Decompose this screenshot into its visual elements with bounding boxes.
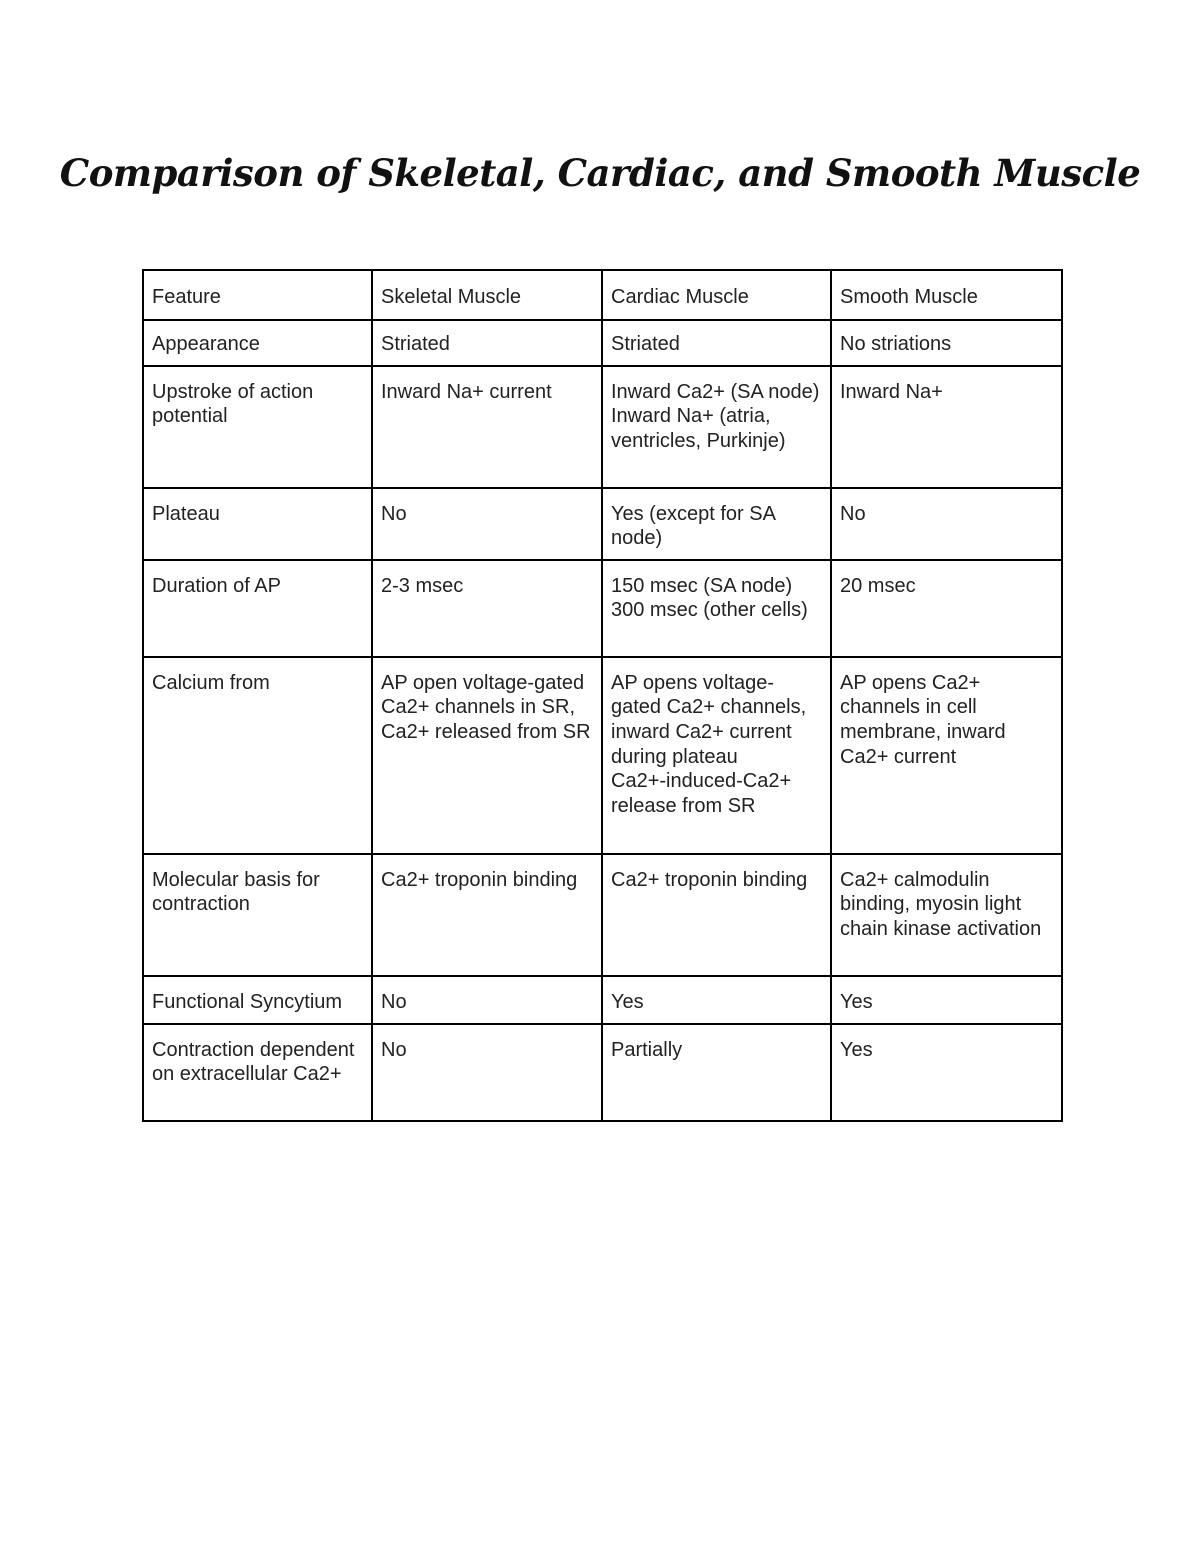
table-row (143, 1024, 1062, 1121)
table-cell: Striated (602, 320, 831, 366)
table-cell: Partially (602, 1024, 831, 1121)
table-cell: Ca2+ troponin binding (602, 854, 831, 976)
table-cell: Contraction dependent on extracellular Ca2+ (143, 1024, 372, 1121)
table-cell: No (372, 1024, 602, 1121)
table-cell: No (372, 488, 602, 560)
table-cell: Yes (602, 976, 831, 1024)
table-row (143, 560, 1062, 657)
table-cell: AP opens voltage-gated Ca2+ channels, inward Ca2+ current during plateau Ca2+-induced-Ca2+ release from SR (602, 657, 831, 854)
table-cell: 20 msec (831, 560, 1062, 657)
table-header-row (143, 270, 1062, 320)
table-cell: No (831, 488, 1062, 560)
table-cell: No (372, 976, 602, 1024)
table-cell: Yes (except for SA node) (602, 488, 831, 560)
table-cell: No striations (831, 320, 1062, 366)
table-cell: Ca2+ calmodulin binding, myosin light chain kinase activation (831, 854, 1062, 976)
table-cell: Appearance (143, 320, 372, 366)
header-cell: Feature (143, 270, 372, 320)
table-cell: 150 msec (SA node) 300 msec (other cells) (602, 560, 831, 657)
table-row (143, 320, 1062, 366)
table-cell: Yes (831, 976, 1062, 1024)
table-cell: 2-3 msec (372, 560, 602, 657)
header-cell: Cardiac Muscle (602, 270, 831, 320)
table-row (143, 976, 1062, 1024)
table-cell: Duration of AP (143, 560, 372, 657)
table-cell: Molecular basis for contraction (143, 854, 372, 976)
table-cell: Functional Syncytium (143, 976, 372, 1024)
table-cell: Upstroke of action potential (143, 366, 372, 488)
table-row (143, 366, 1062, 488)
table-cell: Calcium from (143, 657, 372, 854)
table-cell: Inward Na+ (831, 366, 1062, 488)
comparison-table-container (142, 269, 1061, 1122)
header-cell: Smooth Muscle (831, 270, 1062, 320)
page-title: Comparison of Skeletal, Cardiac, and Smooth Muscle (59, 151, 1141, 195)
table-cell: AP opens Ca2+ channels in cell membrane, inward Ca2+ current (831, 657, 1062, 854)
table-cell: Ca2+ troponin binding (372, 854, 602, 976)
table-row (143, 657, 1062, 854)
table-cell: AP open voltage-gated Ca2+ channels in SR, Ca2+ released from SR (372, 657, 602, 854)
table-row (143, 854, 1062, 976)
header-cell: Skeletal Muscle (372, 270, 602, 320)
table-cell: Yes (831, 1024, 1062, 1121)
table-row (143, 488, 1062, 560)
comparison-table (142, 269, 1063, 1122)
table-cell: Plateau (143, 488, 372, 560)
table-cell: Inward Na+ current (372, 366, 602, 488)
table-cell: Inward Ca2+ (SA node) Inward Na+ (atria, ventricles, Purkinje) (602, 366, 831, 488)
table-cell: Striated (372, 320, 602, 366)
